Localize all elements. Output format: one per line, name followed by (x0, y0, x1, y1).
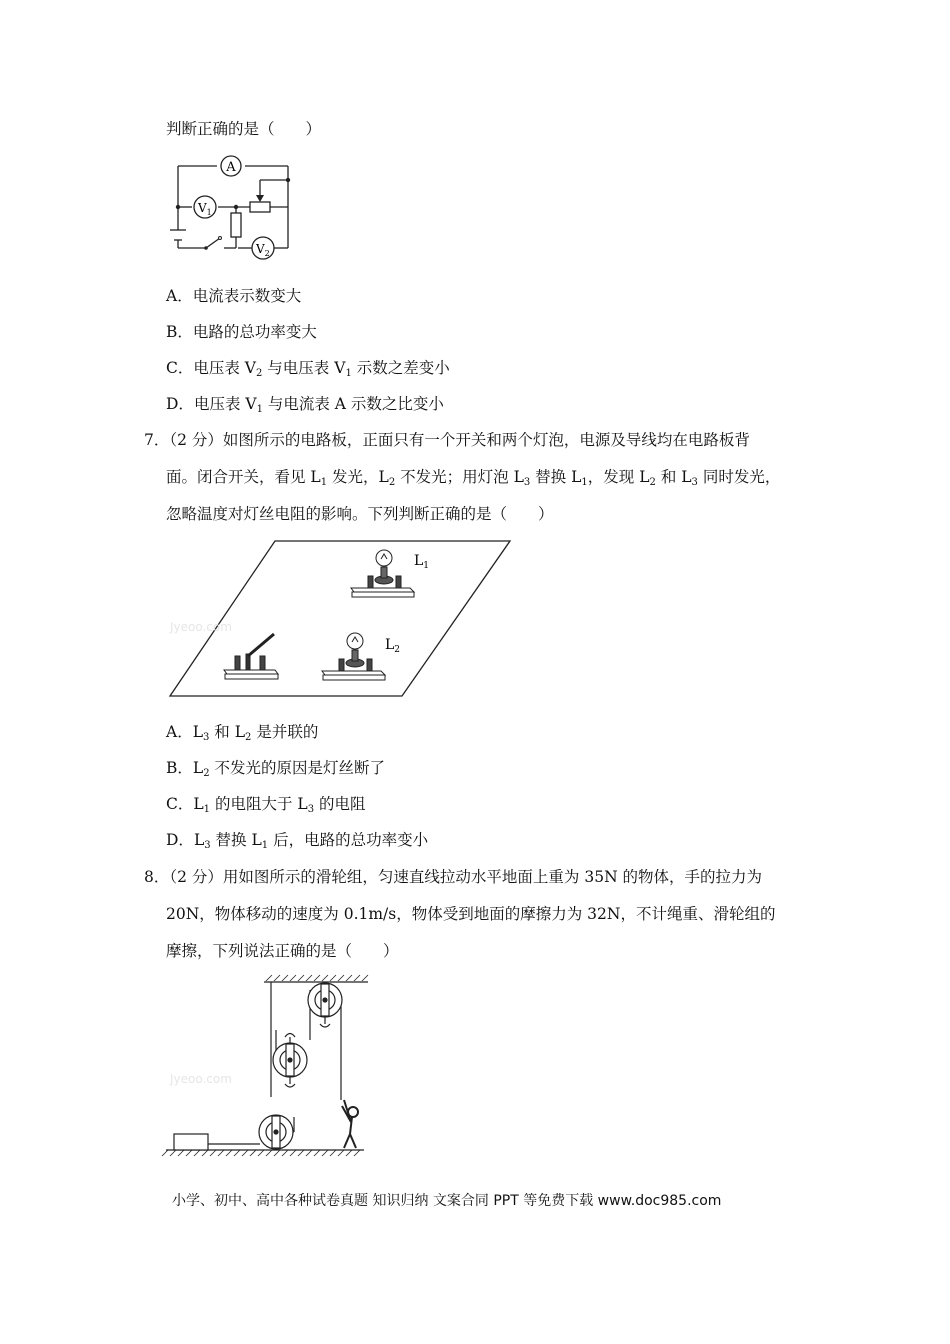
q6-stem: 判断正确的是（ ） (166, 120, 322, 138)
watermark-2: Jyeoo.com (170, 1072, 232, 1086)
svg-text:V2: $V_2$ (256, 242, 270, 258)
q7-option-a: A．$L_3$ 和 $L_2$ 是并联的 (166, 723, 319, 743)
page-footer: 小学、初中、高中各种试卷真题 知识归纳 文案合同 PPT 等免费下载 www.doc985.com (172, 1193, 722, 1209)
q6-option-b: B．电路的总功率变大 (166, 323, 317, 341)
ammeter-label: A (226, 160, 236, 175)
lamp-l1-label: L (414, 553, 424, 569)
q6-option-d: D．电压表 $V_1$ 与电流表 A 示数之比变小 (166, 395, 444, 415)
q7-line-3: 忽略温度对灯丝电阻的影响。下列判断正确的是（ ） (166, 505, 554, 523)
q7-option-d: D．$L_3$ 替换 $L_1$ 后，电路的总功率变小 (166, 831, 429, 851)
q8-line-3: 摩擦，下列说法正确的是（ ） (166, 942, 399, 960)
watermark: Jyeoo.com (170, 620, 232, 634)
q8-line-1: 8．（2 分）用如图所示的滑轮组，匀速直线拉动水平地面上重为 35N 的物体，手的拉力为 (144, 868, 763, 886)
q7-line-1: 7．（2 分）如图所示的电路板，正面只有一个开关和两个灯泡，电源及导线均在电路板背 (144, 431, 750, 449)
lamp-l2-label: L (385, 637, 395, 653)
q8-pulley-figure (160, 972, 370, 1167)
svg-text:L2: $L_2$ (385, 637, 401, 655)
svg-text:V1: $V_1$ (198, 201, 212, 217)
svg-text:L1: $L_1$ (414, 553, 430, 571)
q6-option-c: C．电压表 $V_2$ 与电压表 $V_1$ 示数之差变小 (166, 359, 450, 379)
q7-circuit-board-figure (168, 535, 513, 700)
q8-line-2: 20N，物体移动的速度为 0.1m/s，物体受到地面的摩擦力为 32N，不计绳重、滑轮组的 (166, 905, 776, 923)
q7-option-c: C．$L_1$ 的电阻大于 $L_3$ 的电阻 (166, 795, 366, 815)
q6-option-a: A．电流表示数变大 (166, 287, 302, 305)
q7-option-b: B．$L_2$ 不发光的原因是灯丝断了 (166, 759, 385, 779)
q7-line-2: 面。闭合开关，看见 $L_1$ 发光，$L_2$ 不发光；用灯泡 $L_3$ 替换 $L_1$，发现 $L_2$ 和 $L_3$ 同时发光， (166, 468, 781, 488)
q6-circuit-diagram (160, 150, 300, 260)
